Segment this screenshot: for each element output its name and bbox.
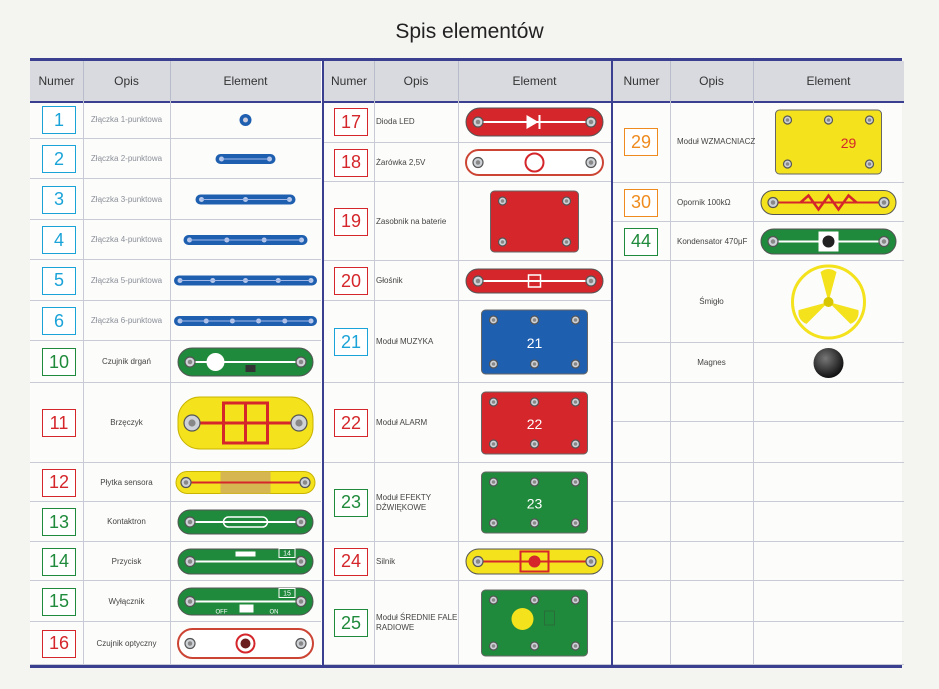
part-number: 19 <box>334 208 368 236</box>
cell-divider <box>670 622 671 664</box>
part-number: 23 <box>334 489 368 517</box>
capacitor-icon-graphic <box>753 224 904 259</box>
touch-plate-icon <box>170 465 321 500</box>
capacitor-icon <box>753 224 904 259</box>
snap-6-icon <box>170 303 321 339</box>
propeller-icon <box>753 263 904 341</box>
header-desc: Opis <box>83 61 171 101</box>
part-description: Moduł ŚREDNIE FALE RADIOWE <box>376 613 458 632</box>
part-description: Złączka 6-punktowa <box>90 316 163 325</box>
buzzer-icon <box>170 385 321 461</box>
motor-icon-graphic <box>458 544 611 579</box>
table-row <box>30 622 321 665</box>
part-description: Zasobnik na baterie <box>376 216 447 226</box>
led-icon-graphic <box>458 103 611 141</box>
table-row <box>324 581 611 665</box>
resistor-icon-graphic <box>753 185 904 220</box>
part-number: 44 <box>624 228 658 256</box>
part-description: Brzęczyk <box>110 418 143 427</box>
amplifier-module-icon <box>753 103 904 181</box>
cell-divider <box>753 422 754 462</box>
cell-divider <box>753 463 754 501</box>
table-row <box>324 143 611 182</box>
table-row <box>613 422 904 463</box>
bulb-icon <box>458 145 611 180</box>
table-row <box>30 581 321 622</box>
table-row <box>613 383 904 422</box>
table-row <box>30 463 321 502</box>
cell-divider <box>374 261 375 300</box>
resistor-icon <box>753 185 904 220</box>
cell-divider <box>670 101 671 182</box>
radio-module-icon-graphic <box>458 583 611 663</box>
part-number: 3 <box>42 186 76 214</box>
slide-switch-icon-graphic <box>170 583 321 620</box>
cell-divider <box>753 383 754 421</box>
music-module-icon-graphic <box>458 303 611 381</box>
snap-6-icon-graphic <box>170 303 321 339</box>
part-number: 17 <box>334 108 368 136</box>
part-number: 2 <box>42 145 76 173</box>
part-number: 6 <box>42 307 76 335</box>
table-row <box>324 182 611 261</box>
buzzer-icon-graphic <box>170 385 321 461</box>
magnet-icon-graphic <box>753 345 904 381</box>
cell-divider <box>374 143 375 181</box>
table-row <box>30 301 321 341</box>
part-number: 4 <box>42 226 76 254</box>
part-number: 10 <box>42 348 76 376</box>
music-module-icon <box>458 303 611 381</box>
part-description: Śmigło <box>699 297 724 306</box>
table-row <box>324 301 611 383</box>
table-row <box>613 581 904 622</box>
table-row <box>613 261 904 343</box>
push-button-icon-graphic <box>170 544 321 579</box>
column-1 <box>30 61 321 665</box>
part-number: 21 <box>334 328 368 356</box>
cell-divider <box>670 183 671 221</box>
part-description: Żarówka 2,5V <box>376 157 426 167</box>
speaker-icon-graphic <box>458 263 611 299</box>
table-row <box>613 502 904 542</box>
snap-5-icon <box>170 262 321 299</box>
push-button-icon-part-label: 14 <box>283 550 291 558</box>
part-description: Czujnik optyczny <box>96 638 157 648</box>
vibration-sensor-icon <box>170 343 321 381</box>
music-module-icon-module-label: 21 <box>526 335 543 351</box>
cell-divider <box>670 502 671 541</box>
reed-switch-icon-graphic <box>170 504 321 540</box>
cell-divider <box>670 581 671 621</box>
amplifier-module-icon-graphic <box>753 103 904 181</box>
table-row <box>613 101 904 183</box>
cell-divider <box>670 422 671 462</box>
header-num: Numer <box>613 61 671 101</box>
radio-module-icon <box>458 583 611 663</box>
part-description: Dioda LED <box>376 117 415 126</box>
sound-effects-module-icon <box>458 465 611 540</box>
part-description: Złączka 4-punktowa <box>90 235 163 244</box>
table-row <box>324 101 611 143</box>
table-row <box>613 183 904 222</box>
header-num: Numer <box>324 61 375 101</box>
part-number: 29 <box>624 128 658 156</box>
cell-divider <box>374 383 375 462</box>
slide-switch-icon-off-label: OFF <box>215 609 228 616</box>
column-2 <box>322 61 611 665</box>
page-title: Spis elementów <box>395 20 544 43</box>
table-row <box>324 261 611 301</box>
magnet-icon <box>753 345 904 381</box>
cell-divider <box>670 383 671 421</box>
snap-1-icon-graphic <box>170 103 321 137</box>
part-description: Złączka 2-punktowa <box>90 154 163 163</box>
part-description: Wyłącznik <box>108 596 145 606</box>
part-number: 22 <box>334 409 368 437</box>
part-number: 11 <box>42 409 76 437</box>
part-number: 5 <box>42 267 76 295</box>
part-number: 15 <box>42 588 76 616</box>
header-element: Element <box>223 74 268 88</box>
part-description: Przycisk <box>111 556 142 566</box>
battery-holder-icon-graphic <box>458 184 611 259</box>
battery-holder-icon <box>458 184 611 259</box>
snap-2-icon <box>170 141 321 177</box>
snap-3-icon <box>170 181 321 218</box>
cell-divider <box>753 622 754 664</box>
cell-divider <box>374 542 375 580</box>
cell-divider <box>374 463 375 541</box>
touch-plate-icon-graphic <box>170 465 321 500</box>
snap-2-icon-graphic <box>170 141 321 177</box>
propeller-icon-graphic <box>753 263 904 341</box>
snap-4-icon-graphic <box>170 222 321 258</box>
photo-sensor-icon <box>170 624 321 663</box>
col3-header <box>613 61 904 103</box>
photo-sensor-icon-graphic <box>170 624 321 663</box>
part-description: Złączka 1-punktowa <box>90 115 163 124</box>
table-row <box>613 622 904 665</box>
table-row <box>30 260 321 301</box>
alarm-module-icon-graphic <box>458 385 611 461</box>
table-row <box>324 463 611 542</box>
part-number: 25 <box>334 609 368 637</box>
sound-effects-module-icon-module-label: 23 <box>526 495 543 512</box>
part-description: Moduł WZMACNIACZ <box>677 137 756 146</box>
part-number: 14 <box>42 548 76 576</box>
slide-switch-icon-part-label: 15 <box>283 590 291 598</box>
part-description: Złączka 5-punktowa <box>90 275 163 285</box>
snap-5-icon-graphic <box>170 262 321 299</box>
cell-divider <box>374 301 375 382</box>
motor-icon <box>458 544 611 579</box>
table-row <box>30 179 321 220</box>
part-number: 18 <box>334 149 368 177</box>
cell-divider <box>670 542 671 580</box>
col2-header <box>324 61 611 103</box>
snap-1-icon <box>170 103 321 137</box>
cell-divider <box>670 463 671 501</box>
header-element: Element <box>512 74 557 88</box>
part-description: Głośnik <box>376 276 403 285</box>
table-row <box>324 383 611 463</box>
cell-divider <box>374 182 375 260</box>
part-description: Opornik 100kΩ <box>677 197 731 207</box>
part-description: Moduł ALARM <box>376 418 428 427</box>
bulb-icon-graphic <box>458 145 611 180</box>
part-description: Silnik <box>376 556 396 566</box>
alarm-module-icon <box>458 385 611 461</box>
col1-header <box>30 61 321 103</box>
table-row <box>30 502 321 542</box>
slide-switch-icon <box>170 583 321 620</box>
alarm-module-icon-module-label: 22 <box>526 416 543 432</box>
header-desc: Opis <box>670 61 754 101</box>
cell-divider <box>753 542 754 580</box>
push-button-icon <box>170 544 321 579</box>
part-number: 16 <box>42 630 76 658</box>
part-number: 20 <box>334 267 368 295</box>
part-description: Czujnik drgań <box>102 357 151 366</box>
column-3 <box>611 61 904 665</box>
table-row <box>324 542 611 581</box>
table-row <box>30 139 321 179</box>
part-number: 24 <box>334 548 368 576</box>
part-description: Kondensator 470μF <box>677 236 748 246</box>
table-row <box>30 341 321 383</box>
cell-divider <box>753 581 754 621</box>
header-num: Numer <box>30 61 84 101</box>
speaker-icon <box>458 263 611 299</box>
part-number: 1 <box>42 106 76 134</box>
cell-divider <box>670 222 671 260</box>
table-row <box>30 542 321 581</box>
part-description: Moduł EFEKTY DŹWIĘKOWE <box>376 492 431 512</box>
table-row <box>613 343 904 383</box>
part-description: Płytka sensora <box>100 477 153 487</box>
cell-divider <box>374 581 375 664</box>
part-description: Złączka 3-punktowa <box>90 194 163 204</box>
part-number: 30 <box>624 189 658 217</box>
header-desc: Opis <box>374 61 459 101</box>
table-row <box>30 383 321 463</box>
part-number: 12 <box>42 469 76 497</box>
cell-divider <box>753 502 754 541</box>
parts-table <box>30 58 902 668</box>
reed-switch-icon <box>170 504 321 540</box>
table-row <box>613 542 904 581</box>
sound-effects-module-icon-graphic <box>458 465 611 540</box>
led-icon <box>458 103 611 141</box>
table-row <box>613 463 904 502</box>
part-description: Moduł MUZYKA <box>376 337 434 346</box>
header-element: Element <box>806 74 851 88</box>
slide-switch-icon-on-label: ON <box>269 609 279 616</box>
snap-3-icon-graphic <box>170 181 321 218</box>
table-row <box>613 222 904 261</box>
part-description: Magnes <box>697 358 726 367</box>
vibration-sensor-icon-graphic <box>170 343 321 381</box>
part-description: Kontaktron <box>107 517 146 526</box>
amplifier-module-icon-module-label: 29 <box>840 135 857 151</box>
table-row <box>30 101 321 139</box>
cell-divider <box>374 101 375 142</box>
part-number: 13 <box>42 508 76 536</box>
snap-4-icon <box>170 222 321 258</box>
table-row <box>30 220 321 260</box>
